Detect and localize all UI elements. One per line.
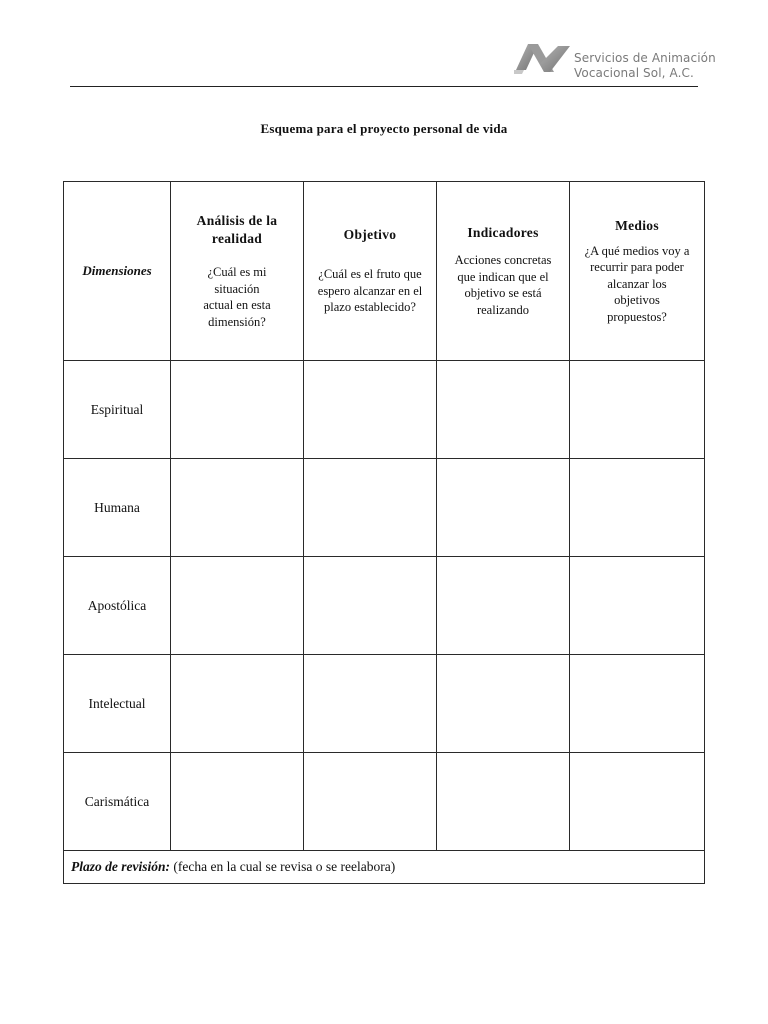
table-cell[interactable] xyxy=(304,655,437,753)
table-cell[interactable] xyxy=(171,655,304,753)
column-header-indicadores xyxy=(437,182,570,361)
table-row xyxy=(64,459,705,557)
column-title: Indicadores xyxy=(467,225,539,240)
column-title: Análisis de la realidad xyxy=(196,213,278,246)
column-title: Medios xyxy=(615,217,659,233)
dimension-label: Intelectual xyxy=(64,655,171,753)
dimension-label: Espiritual xyxy=(64,361,171,459)
table-cell[interactable] xyxy=(437,655,570,753)
table-cell[interactable] xyxy=(570,557,705,655)
table-cell[interactable] xyxy=(570,361,705,459)
review-deadline-row xyxy=(64,851,705,884)
column-header-objetivo xyxy=(304,182,437,361)
column-header-analisis xyxy=(171,182,304,361)
organization-name-line2: Vocacional Sol, A.C. xyxy=(574,66,694,80)
review-deadline-cell[interactable] xyxy=(64,851,705,884)
dimension-label: Carismática xyxy=(64,753,171,851)
column-title: Objetivo xyxy=(343,227,397,243)
table-cell[interactable] xyxy=(437,753,570,851)
organization-logo-icon xyxy=(514,42,572,78)
organization-name xyxy=(574,51,716,81)
table-cell[interactable] xyxy=(304,459,437,557)
table-row xyxy=(64,557,705,655)
column-description: Acciones concretas que indican que el objetivo se está realizando xyxy=(454,253,552,317)
table-cell[interactable] xyxy=(570,655,705,753)
column-header-medios xyxy=(570,182,705,361)
table-header-row xyxy=(64,182,705,361)
column-header-dimensiones xyxy=(64,182,171,361)
table-cell[interactable] xyxy=(171,459,304,557)
organization-name-line1: Servicios de Animación xyxy=(574,51,716,65)
table-cell[interactable] xyxy=(304,361,437,459)
header-divider xyxy=(70,86,698,87)
review-deadline-text: (fecha en la cual se revisa o se reelabora) xyxy=(173,859,396,874)
page-header xyxy=(0,0,768,90)
column-title: Dimensiones xyxy=(82,263,152,278)
table-cell[interactable] xyxy=(437,361,570,459)
table-cell[interactable] xyxy=(570,753,705,851)
table-cell[interactable] xyxy=(171,361,304,459)
table-row xyxy=(64,655,705,753)
table-cell[interactable] xyxy=(304,557,437,655)
table-row xyxy=(64,753,705,851)
life-project-table xyxy=(63,181,705,884)
dimension-label: Apostólica xyxy=(64,557,171,655)
table-row xyxy=(64,361,705,459)
column-description: ¿Cuál es mi situación actual en esta dimensión? xyxy=(203,265,271,329)
review-deadline-label: Plazo de revisión: xyxy=(71,859,170,874)
column-description: ¿A qué medios voy a recurrir para poder alcanzar los objetivos propuestos? xyxy=(584,243,690,324)
table-cell[interactable] xyxy=(304,753,437,851)
table-cell[interactable] xyxy=(570,459,705,557)
table-cell[interactable] xyxy=(437,459,570,557)
dimension-label: Humana xyxy=(64,459,171,557)
column-description: ¿Cuál es el fruto que espero alcanzar en el plazo establecido? xyxy=(317,267,423,315)
table-cell[interactable] xyxy=(437,557,570,655)
table-cell[interactable] xyxy=(171,753,304,851)
document-title: Esquema para el proyecto personal de vida xyxy=(260,121,508,136)
table-cell[interactable] xyxy=(171,557,304,655)
